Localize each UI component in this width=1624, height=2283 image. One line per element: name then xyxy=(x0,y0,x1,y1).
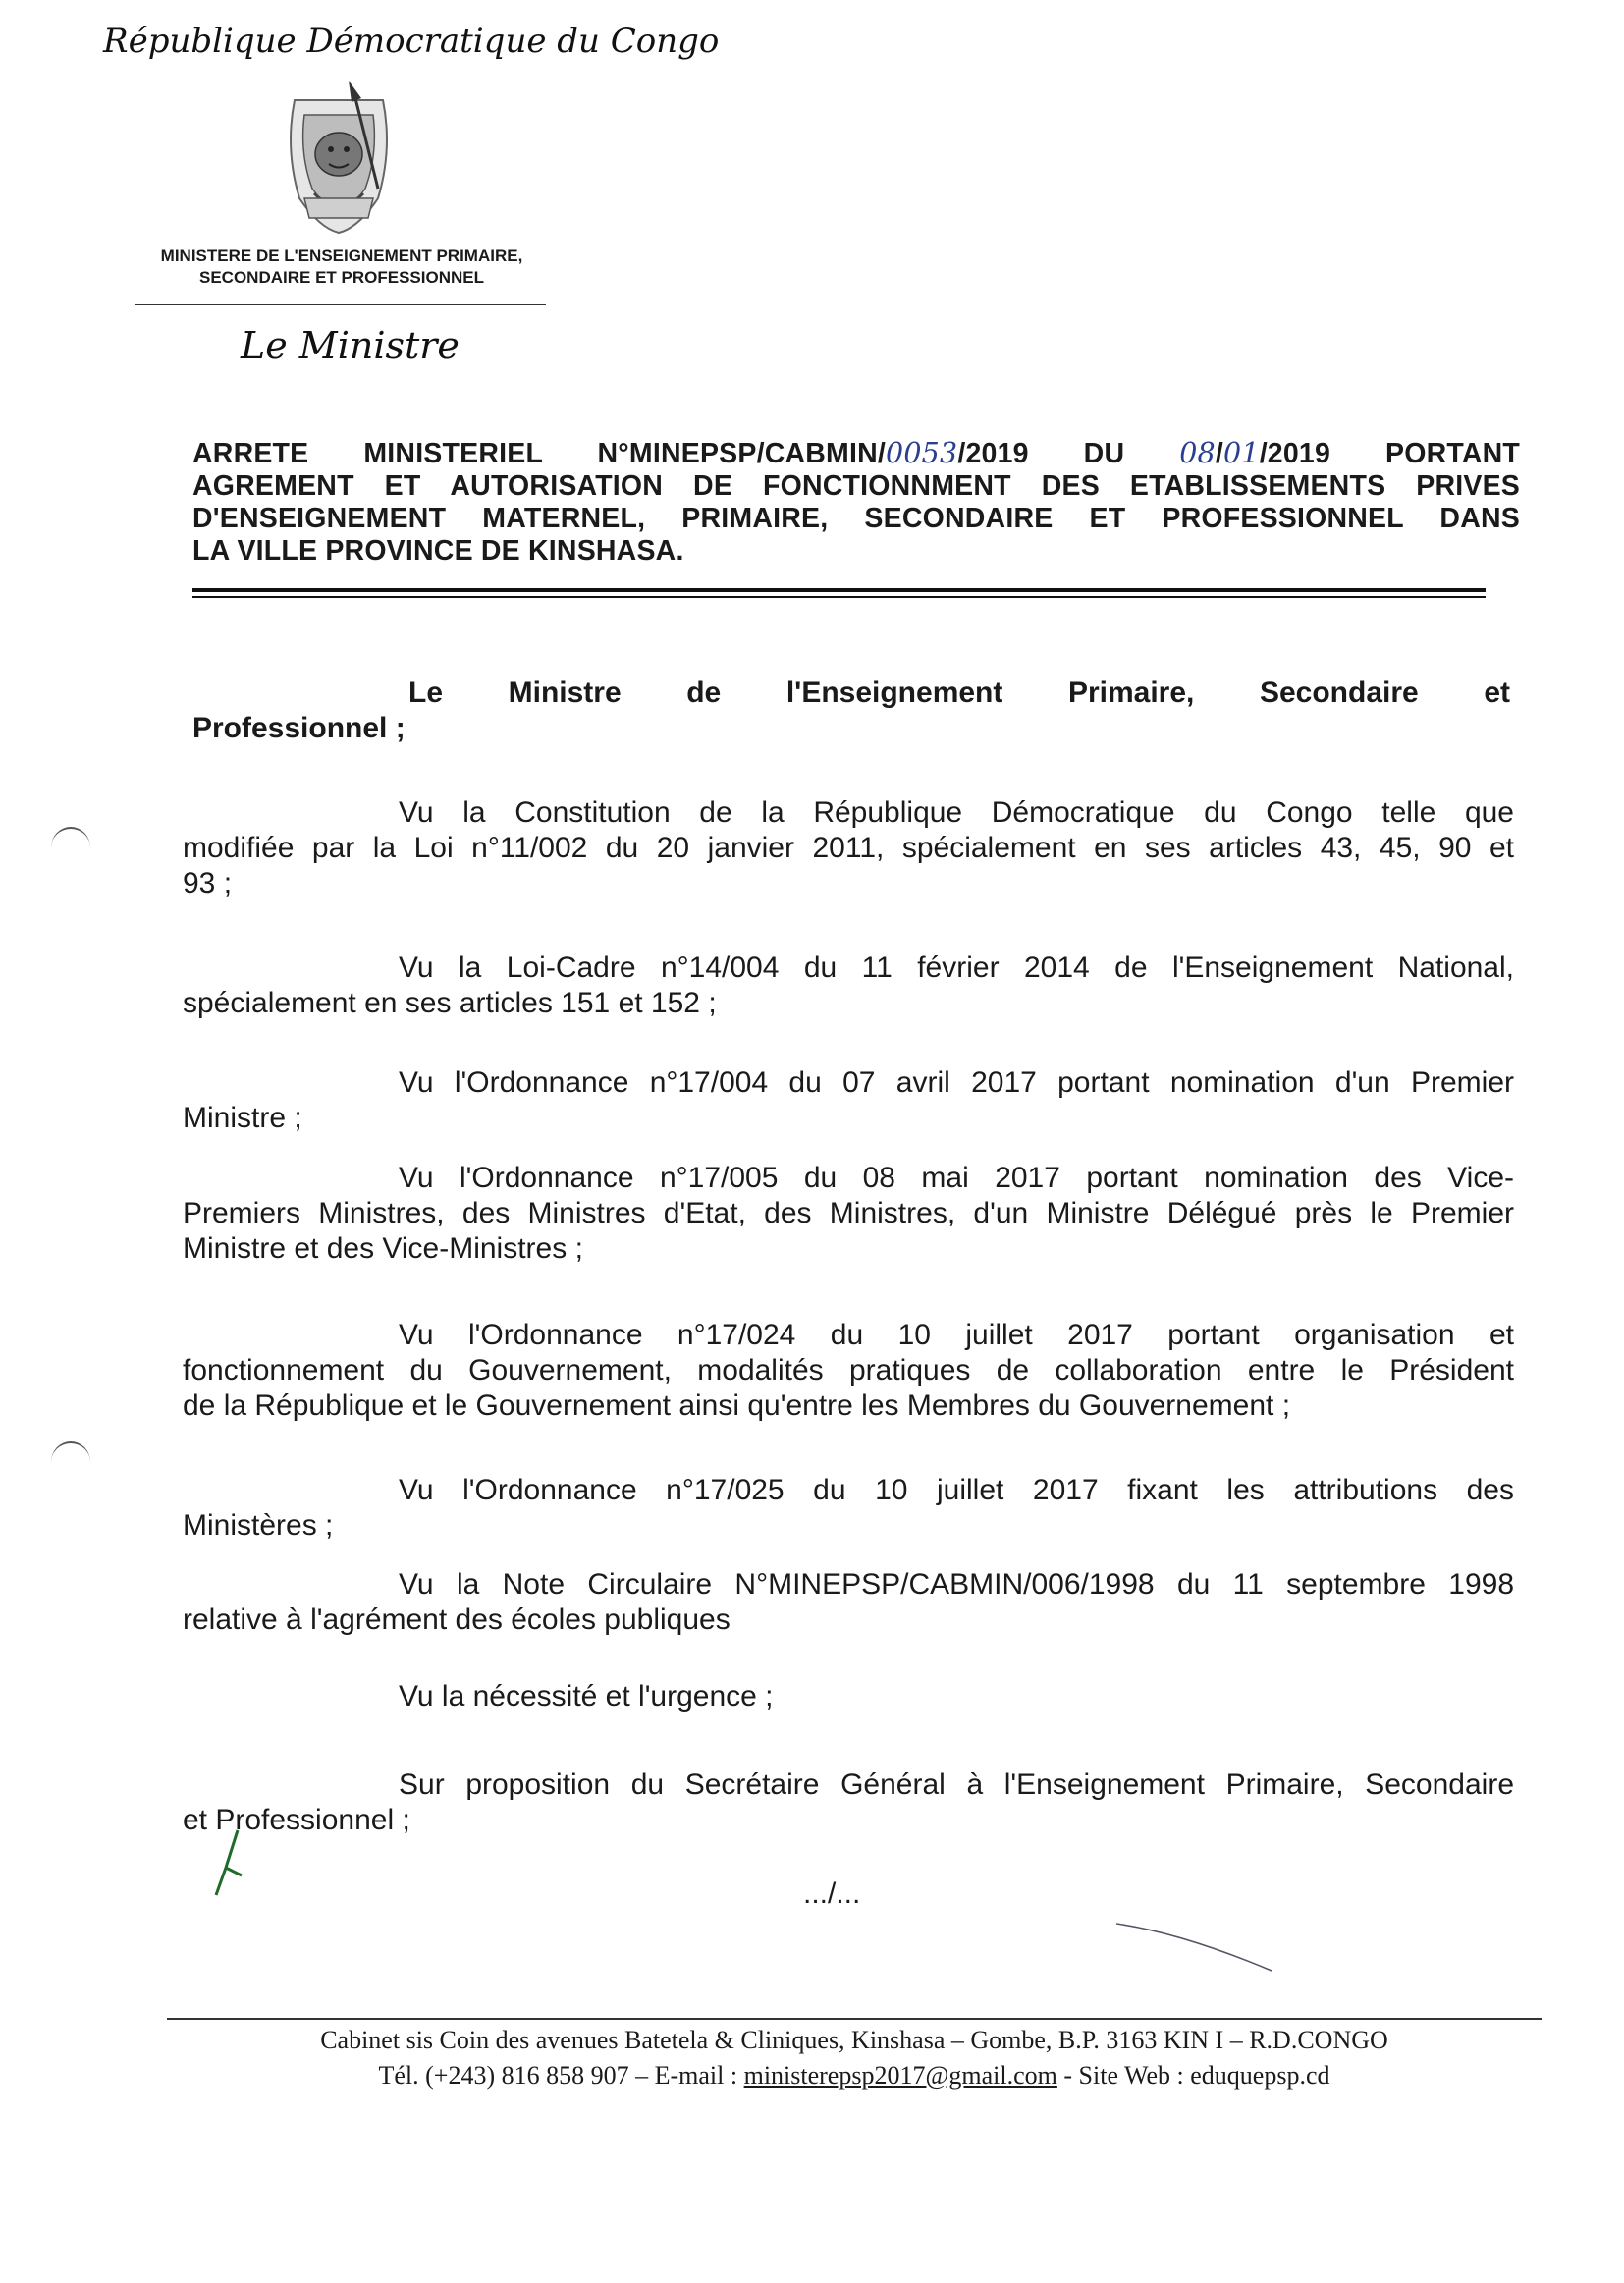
header-divider xyxy=(135,304,546,305)
ministry-name xyxy=(135,245,548,289)
p5-line2: fonctionnement du Gouvernement, modalités pratiques de collaboration entre le Président xyxy=(183,1354,1514,1386)
p6-line1: Vu l'Ordonnance n°17/025 du 10 juillet 2017 fixant les attributions des xyxy=(399,1474,1514,1506)
footer-divider xyxy=(167,2018,1542,2020)
decree-title xyxy=(192,437,1520,568)
title-date-separator: / xyxy=(1215,438,1224,469)
handwritten-decree-number: 0053 xyxy=(886,437,958,469)
intro-line1: Le Ministre de l'Enseignement Primaire, Secondaire et xyxy=(408,677,1510,709)
coat-of-arms-emblem xyxy=(275,71,403,238)
p9-line2: et Professionnel ; xyxy=(183,1804,410,1836)
footer-website: - Site Web : eduquepsp.cd xyxy=(1056,2061,1330,2090)
footer-email-link[interactable]: ministerepsp2017@gmail.com xyxy=(743,2061,1057,2090)
footer-address xyxy=(167,2023,1542,2093)
title-text-part3: /2019 PORTANT xyxy=(1259,438,1521,469)
p3-line2: Ministre ; xyxy=(183,1102,302,1134)
intro-paragraph xyxy=(192,676,1510,746)
hole-punch-mark-icon xyxy=(51,827,90,868)
ministry-name-line1: MINISTERE DE L'ENSEIGNEMENT PRIMAIRE, xyxy=(160,246,523,265)
p7-line2: relative à l'agrément des écoles publiques xyxy=(183,1604,731,1636)
p2-line1: Vu la Loi-Cadre n°14/004 du 11 février 2014 de l'Enseignement National, xyxy=(399,951,1514,984)
title-underline-thick xyxy=(192,588,1486,592)
pen-stroke-icon xyxy=(1114,1920,1281,1984)
handwritten-day: 08 xyxy=(1179,437,1216,469)
page-continuation-marker: .../... xyxy=(803,1877,861,1910)
p1-line3: 93 ; xyxy=(183,867,233,899)
title-text-part1: ARRETE MINISTERIEL N°MINEPSP/CABMIN/ xyxy=(192,438,887,469)
p8-line1: Vu la nécessité et l'urgence ; xyxy=(399,1680,774,1712)
p5-line1: Vu l'Ordonnance n°17/024 du 10 juillet 2017 portant organisation et xyxy=(399,1319,1514,1351)
p4-line3: Ministre et des Vice-Ministres ; xyxy=(183,1232,583,1265)
p9-line1: Sur proposition du Secrétaire Général à l'Enseignement Primaire, Secondaire xyxy=(399,1768,1514,1801)
p1-line1: Vu la Constitution de la République Démocratique du Congo telle que xyxy=(399,796,1514,829)
decree-title-line1 xyxy=(192,437,1520,470)
p4-line2: Premiers Ministres, des Ministres d'Etat, des Ministres, d'un Ministre Délégué près le Premier xyxy=(183,1197,1514,1229)
decree-title-line2: AGREMENT ET AUTORISATION DE FONCTIONNMENT DES ETABLISSEMENTS PRIVES xyxy=(192,470,1520,502)
decree-title-line3: D'ENSEIGNEMENT MATERNEL, PRIMAIRE, SECONDAIRE ET PROFESSIONNEL DANS xyxy=(192,503,1520,534)
considerant-ordonnance-024 xyxy=(183,1318,1514,1424)
minister-heading: Le Ministre xyxy=(241,324,460,367)
considerant-note-circulaire xyxy=(183,1567,1514,1638)
country-name: République Démocratique du Congo xyxy=(103,22,720,61)
hole-punch-mark-icon xyxy=(51,1441,90,1483)
title-underline-thin xyxy=(192,596,1486,598)
considerant-ordonnance-004 xyxy=(183,1065,1514,1136)
handwritten-check-mark-icon xyxy=(208,1828,247,1902)
considerant-loi-cadre xyxy=(183,951,1514,1021)
p4-line1: Vu l'Ordonnance n°17/005 du 08 mai 2017 portant nomination des Vice- xyxy=(399,1162,1514,1194)
p7-line1: Vu la Note Circulaire N°MINEPSP/CABMIN/006/1998 du 11 septembre 1998 xyxy=(399,1568,1514,1601)
footer-contact-line xyxy=(167,2058,1542,2093)
considerant-proposition xyxy=(183,1767,1514,1838)
p6-line2: Ministères ; xyxy=(183,1509,334,1542)
considerant-urgence xyxy=(183,1679,1514,1714)
decree-title-line4: LA VILLE PROVINCE DE KINSHASA. xyxy=(192,535,684,567)
p5-line3: de la République et le Gouvernement ainsi qu'entre les Membres du Gouvernement ; xyxy=(183,1389,1291,1422)
considerant-constitution xyxy=(183,795,1514,901)
footer-phone: Tél. (+243) 816 858 907 – E-mail : xyxy=(378,2061,744,2090)
title-text-part2: /2019 DU xyxy=(957,438,1180,469)
p2-line2: spécialement en ses articles 151 et 152 ; xyxy=(183,987,717,1019)
footer-address-line: Cabinet sis Coin des avenues Batetela & Cliniques, Kinshasa – Gombe, B.P. 3163 KIN I – R.D.CONGO xyxy=(320,2026,1388,2054)
considerant-ordonnance-005 xyxy=(183,1161,1514,1267)
p1-line2: modifiée par la Loi n°11/002 du 20 janvier 2011, spécialement en ses articles 43, 45, 90 et xyxy=(183,832,1514,864)
considerant-ordonnance-025 xyxy=(183,1473,1514,1544)
p3-line1: Vu l'Ordonnance n°17/004 du 07 avril 2017 portant nomination d'un Premier xyxy=(399,1066,1514,1099)
intro-line2: Professionnel ; xyxy=(192,712,406,744)
ministry-name-line2: SECONDAIRE ET PROFESSIONNEL xyxy=(199,268,484,287)
handwritten-month: 01 xyxy=(1223,437,1260,469)
